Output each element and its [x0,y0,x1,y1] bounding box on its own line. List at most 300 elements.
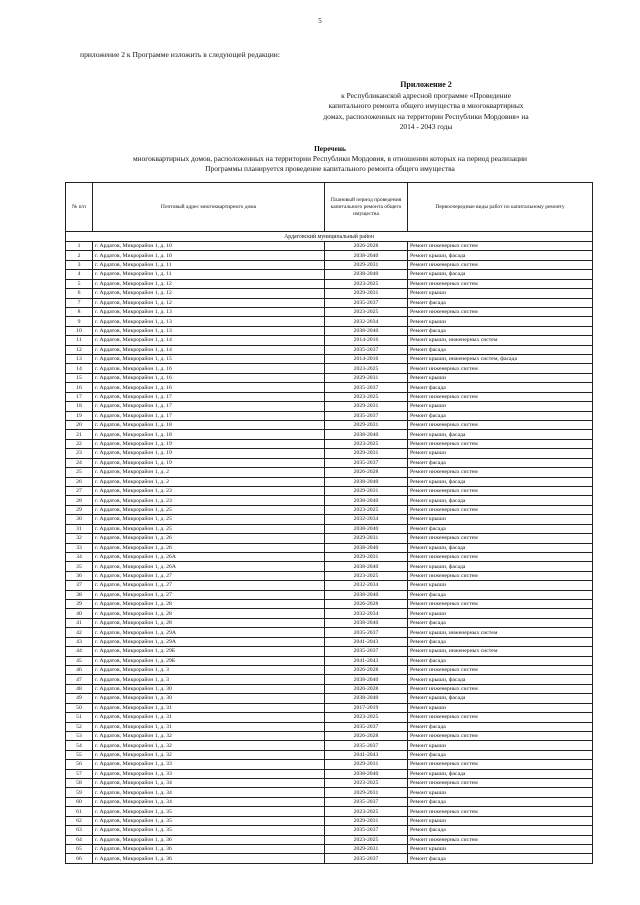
cell-works: Ремонт крыши, инженерных систем [408,628,593,637]
cell-num: 58 [66,779,93,788]
cell-address: г. Ардатов, Микрорайон 1, д. 10 [93,251,325,260]
cell-period: 2029-2031 [325,402,408,411]
table-row [66,647,593,656]
cell-works: Ремонт инженерных систем [408,364,593,373]
cell-works: Ремонт инженерных систем [408,807,593,816]
cell-period: 2035-2037 [325,458,408,467]
cell-period: 2029-2031 [325,534,408,543]
cell-works: Ремонт крыши, инженерных систем [408,647,593,656]
cell-address: г. Ардатов, Микрорайон 1, д. 32 [93,750,325,759]
cell-num: 46 [66,665,93,674]
cell-period: 2029-2031 [325,373,408,382]
cell-num: 12 [66,345,93,354]
cell-address: г. Ардатов, Микрорайон 1, д. 29А [93,628,325,637]
cell-num: 31 [66,524,93,533]
cell-works: Ремонт крыши, фасада [408,477,593,486]
cell-num: 34 [66,552,93,561]
cell-period: 2032-2034 [325,581,408,590]
table-row [66,430,593,439]
table-row [66,439,593,448]
cell-num: 18 [66,402,93,411]
cell-works: Ремонт инженерных систем [408,260,593,269]
cell-num: 38 [66,590,93,599]
cell-period: 2023-2025 [325,392,408,401]
cell-works: Ремонт фасада [408,524,593,533]
table-row [66,449,593,458]
header-period: Плановый период проведения капитального ремонта общего имущества [325,183,408,232]
cell-num: 36 [66,571,93,580]
header-address: Почтовый адрес многоквартирного дома [93,183,325,232]
cell-works: Ремонт инженерных систем [408,571,593,580]
cell-num: 4 [66,270,93,279]
table-row [66,600,593,609]
table-row [66,364,593,373]
table-row [66,298,593,307]
cell-num: 8 [66,307,93,316]
cell-address: г. Ардатов, Микрорайон 1, д. 34 [93,797,325,806]
cell-address: г. Ардатов, Микрорайон 1, д. 3 [93,665,325,674]
cell-works: Ремонт инженерных систем [408,684,593,693]
cell-works: Ремонт крыши [408,515,593,524]
appendix-line: капитального ремонта общего имущества в многоквартирных [328,101,524,110]
table-row [66,562,593,571]
cell-period: 2026-2028 [325,468,408,477]
cell-num: 5 [66,279,93,288]
cell-works: Ремонт крыши, фасада [408,543,593,552]
cell-num: 41 [66,618,93,627]
cell-num: 26 [66,477,93,486]
cell-num: 20 [66,421,93,430]
table-row [66,581,593,590]
table-row [66,496,593,505]
cell-address: г. Ардатов, Микрорайон 1, д. 26 [93,534,325,543]
cell-num: 13 [66,355,93,364]
table-row [66,816,593,825]
table-row [66,713,593,722]
cell-works: Ремонт фасада [408,458,593,467]
cell-period: 2038-2040 [325,618,408,627]
cell-address: г. Ардатов, Микрорайон 1, д. 25 [93,524,325,533]
table-row [66,468,593,477]
cell-num: 22 [66,439,93,448]
cell-address: г. Ардатов, Микрорайон 1, д. 12 [93,279,325,288]
cell-works: Ремонт инженерных систем [408,552,593,561]
cell-address: г. Ардатов, Микрорайон 1, д. 36 [93,845,325,854]
cell-period: 2029-2031 [325,421,408,430]
cell-num: 33 [66,543,93,552]
cell-num: 11 [66,336,93,345]
cell-period: 2023-2025 [325,835,408,844]
appendix-title: Приложение 2 [400,80,452,89]
cell-period: 2029-2031 [325,260,408,269]
table-row [66,279,593,288]
cell-works: Ремонт фасада [408,854,593,863]
cell-address: г. Ардатов, Микрорайон 1, д. 29Б [93,656,325,665]
cell-works: Ремонт инженерных систем [408,307,593,316]
cell-num: 60 [66,797,93,806]
table-row [66,336,593,345]
cell-works: Ремонт крыши, инженерных систем, фасада [408,355,593,364]
table-row [66,694,593,703]
cell-address: г. Ардатов, Микрорайон 1, д. 17 [93,402,325,411]
cell-address: г. Ардатов, Микрорайон 1, д. 10 [93,242,325,251]
cell-address: г. Ардатов, Микрорайон 1, д. 2 [93,468,325,477]
cell-address: г. Ардатов, Микрорайон 1, д. 16 [93,383,325,392]
cell-num: 55 [66,750,93,759]
cell-period: 2023-2025 [325,279,408,288]
cell-period: 2035-2037 [325,383,408,392]
cell-num: 17 [66,392,93,401]
cell-period: 2041-2043 [325,750,408,759]
appendix-header [276,80,576,133]
cell-num: 47 [66,675,93,684]
cell-num: 39 [66,600,93,609]
cell-period: 2026-2028 [325,665,408,674]
cell-period: 2035-2037 [325,628,408,637]
cell-num: 10 [66,326,93,335]
cell-address: г. Ардатов, Микрорайон 1, д. 19 [93,458,325,467]
cell-period: 2038-2040 [325,496,408,505]
table-row [66,242,593,251]
table-row [66,835,593,844]
header-works: Первоочередные виды работ по капитальному ремонту [408,183,593,232]
table-row [66,590,593,599]
table-row [66,722,593,731]
cell-works: Ремонт крыши [408,816,593,825]
cell-address: г. Ардатов, Микрорайон 1, д. 26А [93,552,325,561]
cell-address: г. Ардатов, Микрорайон 1, д. 13 [93,317,325,326]
cell-works: Ремонт фасада [408,750,593,759]
table-row [66,326,593,335]
cell-num: 35 [66,562,93,571]
table-row [66,769,593,778]
cell-works: Ремонт фасада [408,797,593,806]
cell-period: 2029-2031 [325,449,408,458]
header-num: № п/п [66,183,93,232]
cell-num: 49 [66,694,93,703]
cell-address: г. Ардатов, Микрорайон 1, д. 2 [93,477,325,486]
cell-works: Ремонт крыши [408,609,593,618]
cell-address: г. Ардатов, Микрорайон 1, д. 29Б [93,647,325,656]
cell-works: Ремонт крыши [408,581,593,590]
cell-address: г. Ардатов, Микрорайон 1, д. 16 [93,373,325,382]
table-row [66,524,593,533]
table-row [66,317,593,326]
table-row [66,779,593,788]
cell-num: 25 [66,468,93,477]
cell-works: Ремонт крыши, инженерных систем [408,336,593,345]
cell-period: 2023-2025 [325,571,408,580]
table-row [66,665,593,674]
cell-works: Ремонт инженерных систем [408,665,593,674]
cell-works: Ремонт крыши, фасада [408,270,593,279]
cell-num: 56 [66,760,93,769]
cell-period: 2038-2040 [325,694,408,703]
cell-works: Ремонт фасада [408,345,593,354]
cell-period: 2035-2037 [325,298,408,307]
cell-num: 27 [66,486,93,495]
cell-num: 32 [66,534,93,543]
cell-period: 2038-2040 [325,326,408,335]
cell-works: Ремонт фасада [408,326,593,335]
cell-works: Ремонт крыши [408,845,593,854]
cell-num: 54 [66,741,93,750]
appendix-line: к Республиканской адресной программе «Проведение [341,90,511,100]
cell-works: Ремонт крыши, фасада [408,694,593,703]
cell-num: 24 [66,458,93,467]
cell-address: г. Ардатов, Микрорайон 1, д. 13 [93,326,325,335]
cell-address: г. Ардатов, Микрорайон 1, д. 13 [93,307,325,316]
cell-address: г. Ардатов, Микрорайон 1, д. 19 [93,439,325,448]
cell-address: г. Ардатов, Микрорайон 1, д. 31 [93,703,325,712]
cell-works: Ремонт крыши, фасада [408,496,593,505]
cell-address: г. Ардатов, Микрорайон 1, д. 3 [93,675,325,684]
cell-address: г. Ардатов, Микрорайон 1, д. 26А [93,562,325,571]
cell-works: Ремонт фасада [408,383,593,392]
table-row [66,618,593,627]
cell-works: Ремонт крыши [408,289,593,298]
list-title-line: Программы планируется проведение капитального ремонта общего имущества [205,164,455,173]
cell-num: 23 [66,449,93,458]
cell-works: Ремонт инженерных систем [408,392,593,401]
cell-period: 2023-2025 [325,505,408,514]
table-row [66,505,593,514]
cell-works: Ремонт фасада [408,637,593,646]
cell-works: Ремонт фасада [408,722,593,731]
cell-address: г. Ардатов, Микрорайон 1, д. 30 [93,684,325,693]
cell-works: Ремонт фасада [408,590,593,599]
cell-address: г. Ардатов, Микрорайон 1, д. 28 [93,618,325,627]
table-row [66,826,593,835]
cell-works: Ремонт фасада [408,411,593,420]
cell-address: г. Ардатов, Микрорайон 1, д. 28 [93,600,325,609]
cell-works: Ремонт крыши, фасада [408,430,593,439]
cell-address: г. Ардатов, Микрорайон 1, д. 35 [93,826,325,835]
cell-period: 2014-2016 [325,336,408,345]
table-row [66,750,593,759]
list-title-line: многоквартирных домов, расположенных на территории Республики Мордовия, в отношении которых на период реализации [132,154,527,163]
cell-num: 7 [66,298,93,307]
cell-period: 2035-2037 [325,854,408,863]
table-row [66,571,593,580]
cell-period: 2026-2028 [325,684,408,693]
table-row [66,637,593,646]
table-row [66,373,593,382]
cell-period: 2038-2040 [325,524,408,533]
cell-works: Ремонт инженерных систем [408,534,593,543]
cell-num: 64 [66,835,93,844]
cell-num: 66 [66,854,93,863]
cell-address: г. Ардатов, Микрорайон 1, д. 23 [93,486,325,495]
cell-num: 53 [66,731,93,740]
table-row [66,289,593,298]
cell-period: 2038-2040 [325,430,408,439]
cell-period: 2035-2037 [325,411,408,420]
cell-address: г. Ардатов, Микрорайон 1, д. 18 [93,421,325,430]
section-row [66,232,593,242]
table-row [66,845,593,854]
cell-period: 2014-2016 [325,355,408,364]
cell-works: Ремонт инженерных систем [408,242,593,251]
cell-works: Ремонт крыши, фасада [408,769,593,778]
cell-address: г. Ардатов, Микрорайон 1, д. 31 [93,722,325,731]
cell-works: Ремонт инженерных систем [408,835,593,844]
table-row [66,552,593,561]
cell-period: 2023-2025 [325,439,408,448]
cell-num: 15 [66,373,93,382]
cell-works: Ремонт крыши, фасада [408,675,593,684]
cell-period: 2035-2037 [325,797,408,806]
cell-num: 40 [66,609,93,618]
table-row [66,684,593,693]
cell-num: 2 [66,251,93,260]
table-row [66,741,593,750]
cell-address: г. Ардатов, Микрорайон 1, д. 12 [93,298,325,307]
cell-address: г. Ардатов, Микрорайон 1, д. 12 [93,289,325,298]
table-row [66,543,593,552]
cell-address: г. Ардатов, Микрорайон 1, д. 11 [93,270,325,279]
cell-period: 2029-2031 [325,788,408,797]
cell-num: 50 [66,703,93,712]
cell-num: 43 [66,637,93,646]
cell-address: г. Ардатов, Микрорайон 1, д. 26 [93,543,325,552]
table-row [66,788,593,797]
table-row [66,421,593,430]
cell-works: Ремонт крыши [408,449,593,458]
table-row [66,458,593,467]
cell-works: Ремонт инженерных систем [408,279,593,288]
cell-period: 2038-2040 [325,769,408,778]
cell-num: 9 [66,317,93,326]
cell-works: Ремонт крыши, фасада [408,562,593,571]
cell-period: 2041-2043 [325,656,408,665]
intro-text: приложение 2 к Программе изложить в следующей редакции: [80,50,280,59]
list-title-heading: Перечень [314,144,346,153]
cell-num: 57 [66,769,93,778]
table-row [66,260,593,269]
table-row [66,477,593,486]
cell-works: Ремонт крыши [408,703,593,712]
cell-works: Ремонт крыши, фасада [408,251,593,260]
cell-period: 2038-2040 [325,543,408,552]
cell-period: 2035-2037 [325,826,408,835]
cell-address: г. Ардатов, Микрорайон 1, д. 23 [93,496,325,505]
cell-address: г. Ардатов, Микрорайон 1, д. 33 [93,769,325,778]
cell-period: 2017-2019 [325,703,408,712]
table-row [66,656,593,665]
cell-period: 2029-2031 [325,552,408,561]
cell-period: 2032-2034 [325,317,408,326]
cell-address: г. Ардатов, Микрорайон 1, д. 36 [93,835,325,844]
cell-address: г. Ардатов, Микрорайон 1, д. 18 [93,430,325,439]
table-row [66,251,593,260]
cell-num: 16 [66,383,93,392]
cell-num: 21 [66,430,93,439]
table-row [66,731,593,740]
cell-period: 2038-2040 [325,675,408,684]
cell-period: 2035-2037 [325,722,408,731]
cell-num: 37 [66,581,93,590]
table-row [66,797,593,806]
table-row [66,392,593,401]
cell-num: 48 [66,684,93,693]
cell-num: 28 [66,496,93,505]
cell-works: Ремонт инженерных систем [408,600,593,609]
cell-address: г. Ардатов, Микрорайон 1, д. 35 [93,816,325,825]
cell-num: 61 [66,807,93,816]
cell-period: 2035-2037 [325,345,408,354]
table-row [66,270,593,279]
table-row [66,345,593,354]
cell-address: г. Ардатов, Микрорайон 1, д. 31 [93,713,325,722]
cell-num: 59 [66,788,93,797]
cell-address: г. Ардатов, Микрорайон 1, д. 32 [93,741,325,750]
cell-address: г. Ардатов, Микрорайон 1, д. 14 [93,345,325,354]
cell-num: 65 [66,845,93,854]
cell-period: 2029-2031 [325,289,408,298]
table-header-row [66,183,593,232]
cell-address: г. Ардатов, Микрорайон 1, д. 27 [93,590,325,599]
cell-period: 2041-2043 [325,637,408,646]
table-row [66,703,593,712]
cell-works: Ремонт крыши [408,402,593,411]
cell-period: 2038-2040 [325,477,408,486]
table-row [66,628,593,637]
cell-works: Ремонт инженерных систем [408,505,593,514]
cell-works: Ремонт инженерных систем [408,468,593,477]
table-row [66,411,593,420]
cell-period: 2038-2040 [325,590,408,599]
table-row [66,675,593,684]
cell-num: 63 [66,826,93,835]
cell-works: Ремонт инженерных систем [408,713,593,722]
cell-num: 3 [66,260,93,269]
cell-period: 2035-2037 [325,647,408,656]
cell-address: г. Ардатов, Микрорайон 1, д. 25 [93,505,325,514]
cell-works: Ремонт инженерных систем [408,439,593,448]
cell-works: Ремонт инженерных систем [408,779,593,788]
cell-num: 52 [66,722,93,731]
cell-address: г. Ардатов, Микрорайон 1, д. 30 [93,694,325,703]
cell-period: 2032-2034 [325,515,408,524]
cell-works: Ремонт фасада [408,298,593,307]
cell-address: г. Ардатов, Микрорайон 1, д. 17 [93,392,325,401]
cell-works: Ремонт инженерных систем [408,486,593,495]
cell-address: г. Ардатов, Микрорайон 1, д. 27 [93,581,325,590]
cell-address: г. Ардатов, Микрорайон 1, д. 36 [93,854,325,863]
cell-address: г. Ардатов, Микрорайон 1, д. 33 [93,760,325,769]
cell-period: 2029-2031 [325,845,408,854]
appendix-line: 2014 - 2043 годы [399,122,453,131]
cell-num: 19 [66,411,93,420]
cell-num: 30 [66,515,93,524]
cell-period: 2026-2028 [325,600,408,609]
cell-address: г. Ардатов, Микрорайон 1, д. 16 [93,364,325,373]
cell-period: 2023-2025 [325,713,408,722]
cell-address: г. Ардатов, Микрорайон 1, д. 15 [93,355,325,364]
cell-num: 62 [66,816,93,825]
cell-num: 51 [66,713,93,722]
table-row [66,609,593,618]
table-row [66,402,593,411]
table-row [66,486,593,495]
cell-works: Ремонт крыши [408,373,593,382]
cell-address: г. Ардатов, Микрорайон 1, д. 28 [93,609,325,618]
cell-period: 2023-2025 [325,807,408,816]
cell-num: 14 [66,364,93,373]
cell-works: Ремонт крыши [408,317,593,326]
cell-works: Ремонт фасада [408,618,593,627]
